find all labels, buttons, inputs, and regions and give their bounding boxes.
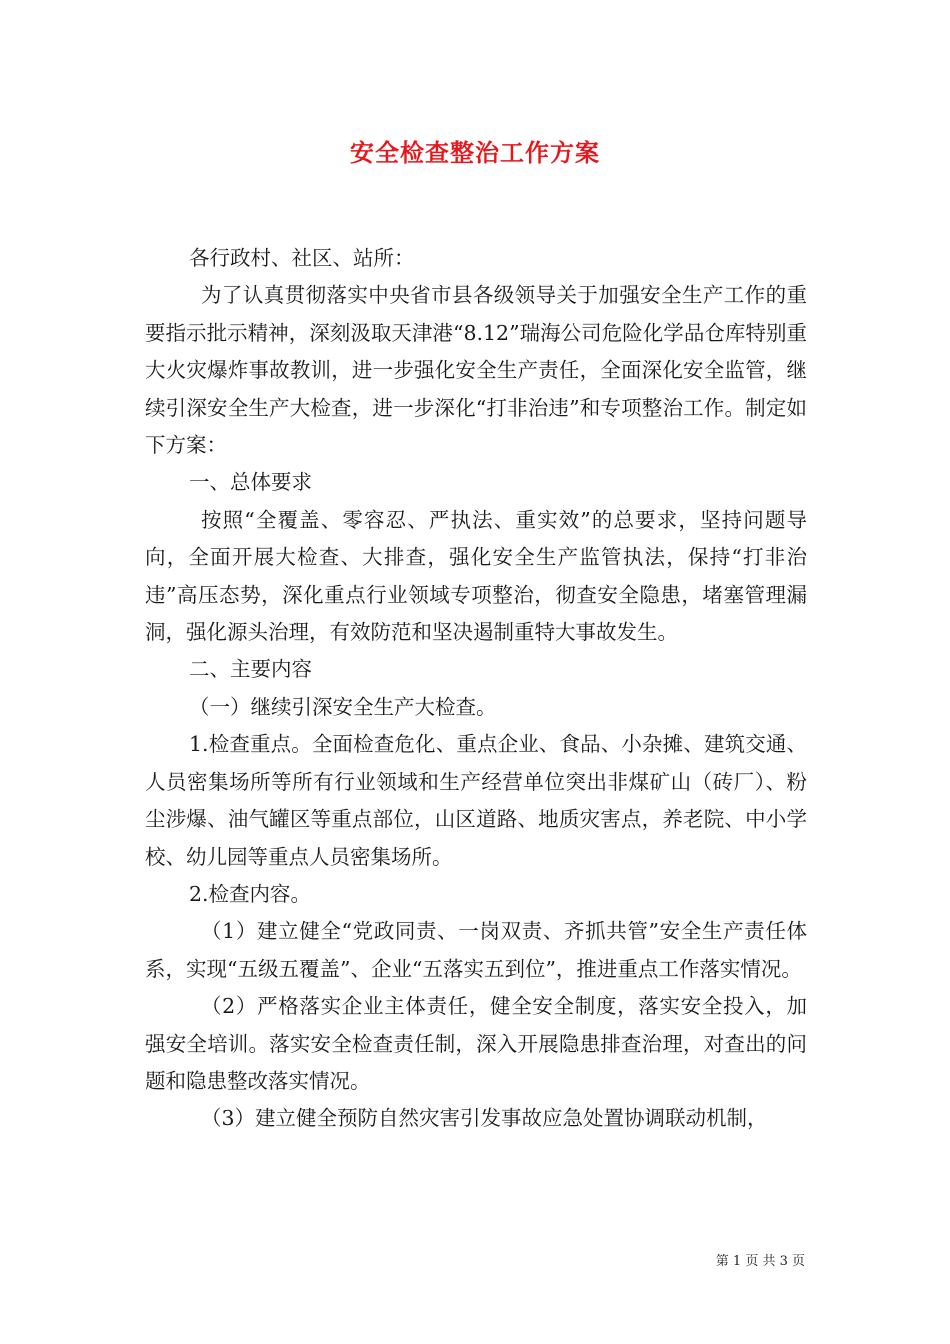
section-heading: 一、总体要求	[189, 470, 312, 495]
paragraph: （3）建立健全预防自然灾害引发事故应急处置协调联动机制，	[201, 1106, 768, 1131]
section-heading: 二、主要内容	[189, 657, 312, 682]
paragraph: 1.检查重点。全面检查危化、重点企业、食品、小杂摊、建筑交通、人员密集场所等所有行业领域和生产经营单位突出非煤矿山（砖厂）、粉尘涉爆、油气罐区等重点部位，山区道路、地质灾害点，养老院、中小学校、幼儿园等重点人员密集场所。	[145, 732, 807, 869]
paragraph: 为了认真贯彻落实中央省市县各级领导关于加强安全生产工作的重要指示批示精神，深刻汲取天津港“8.12”瑞海公司危险化学品仓库特别重大火灾爆炸事故教训，进一步强化安全生产责任，全面深化安全监管，继续引深安全生产大检查，进一步深化“打非治违”和专项整治工作。制定如下方案：	[145, 283, 807, 458]
salutation: 各行政村、社区、站所：	[189, 246, 415, 270]
document-title: 安全检查整治工作方案	[350, 138, 600, 167]
paragraph: 2.检查内容。	[189, 881, 312, 906]
document-body	[145, 240, 807, 1138]
subsection-heading: （一）继续引深安全生产大检查。	[189, 694, 497, 719]
paragraph: （1）建立健全“党政同责、一岗双责、齐抓共管”安全生产责任体系，实现“五级五覆盖”、企业“五落实五到位”，推进重点工作落实情况。	[145, 919, 807, 981]
page-number: 第 1 页 共 3 页	[715, 1254, 805, 1269]
paragraph: 按照“全覆盖、零容忍、严执法、重实效”的总要求，坚持问题导向，全面开展大检查、大排查，强化安全生产监管执法，保持“打非治违”高压态势，深化重点行业领域专项整治，彻查安全隐患，堵塞管理漏洞，强化源头治理，有效防范和坚决遏制重特大事故发生。	[145, 507, 807, 645]
paragraph: （2）严格落实企业主体责任，健全安全制度，落实安全投入，加强安全培训。落实安全检查责任制，深入开展隐患排查治理，对查出的问题和隐患整改落实情况。	[145, 994, 807, 1093]
